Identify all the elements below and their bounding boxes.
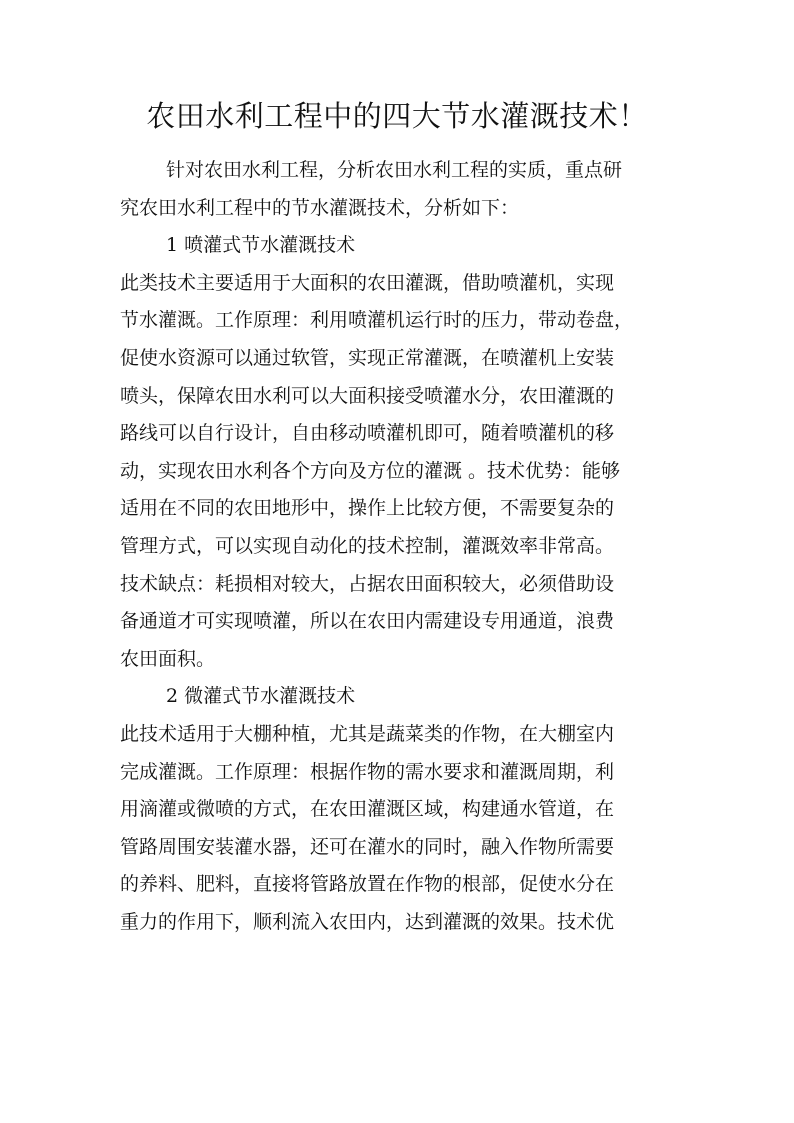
paragraph-line: 促使水资源可以通过软管，实现正常灌溉，在喷灌机上安装 xyxy=(120,346,615,369)
paragraph-line: 路线可以自行设计，自由移动喷灌机即可，随着喷灌机的移 xyxy=(120,422,615,445)
paragraph-line: 喷头，保障农田水利可以大面积接受喷灌水分，农田灌溉的 xyxy=(120,384,615,407)
paragraph-line: 重力的作用下，顺利流入农田内，达到灌溉的效果。技术优 xyxy=(120,910,615,933)
paragraph-line: 适用在不同的农田地形中，操作上比较方便，不需要复杂的 xyxy=(120,497,615,520)
paragraph-line: 农田面积。 xyxy=(120,647,216,670)
paragraph-line: 完成灌溉。工作原理：根据作物的需水要求和灌溉周期，利 xyxy=(120,760,615,783)
paragraph-line: 用滴灌或微喷的方式，在农田灌溉区域，构建通水管道，在 xyxy=(120,798,615,821)
paragraph-line: 管路周围安装灌水器，还可在灌水的同时，融入作物所需要 xyxy=(120,835,615,858)
paragraph-line: 此类技术主要适用于大面积的农田灌溉，借助喷灌机，实现 xyxy=(120,271,615,294)
paragraph-line: 此技术适用于大棚种植，尤其是蔬菜类的作物，在大棚室内 xyxy=(120,722,615,745)
paragraph-line: 备通道才可实现喷灌，所以在农田内需建设专用通道，浪费 xyxy=(120,610,615,633)
paragraph-line: 节水灌溉。工作原理：利用喷灌机运行时的压力，带动卷盘， xyxy=(120,309,634,332)
paragraph-line: 的养料、肥料，直接将管路放置在作物的根部，促使水分在 xyxy=(120,873,615,896)
paragraph-line: 针对农田水利工程，分析农田水利工程的实质，重点研 xyxy=(166,159,623,181)
paragraph-line: 究农田水利工程中的节水灌溉技术，分析如下： xyxy=(120,196,520,219)
section-heading: 1 喷灌式节水灌溉技术 xyxy=(166,234,356,257)
paragraph-line: 技术缺点：耗损相对较大，占据农田面积较大，必须借助设 xyxy=(120,572,615,595)
paragraph-line: 管理方式，可以实现自动化的技术控制，灌溉效率非常高。 xyxy=(120,534,615,557)
paragraph-line: 动，实现农田水利各个方向及方位的灌溉 。技术优势：能够 xyxy=(120,459,621,482)
section-heading: 2 微灌式节水灌溉技术 xyxy=(166,685,356,708)
document-title: 农田水利工程中的四大节水灌溉技术！ xyxy=(146,99,648,133)
document-body xyxy=(120,152,690,941)
